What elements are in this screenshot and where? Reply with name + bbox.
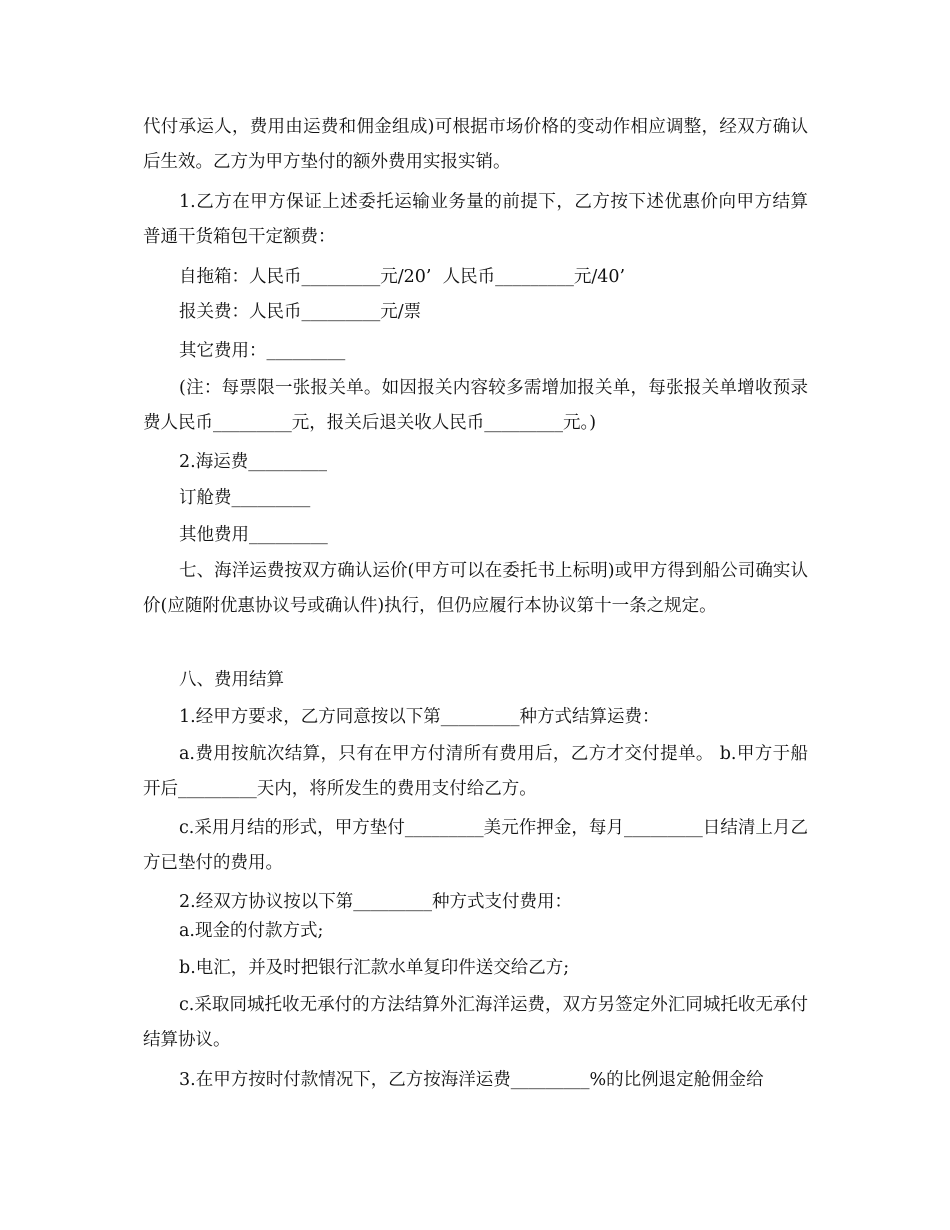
paragraph-settlement-c: c.采用月结的形式，甲方垫付_________美元作押金，每月_________日结清上月乙方已垫付的费用。 [143, 818, 808, 873]
paragraph-settlement-1: 1.经甲方要求，乙方同意按以下第_________种方式结算运费： [179, 707, 660, 727]
line-other-charges: 其他费用_________ [179, 525, 328, 545]
paragraph-note: (注：每票限一张报关单。如因报关内容较多需增加报关单，每张报关单增收预录费人民币_________元，报关后退关收人民币_________元。) [143, 378, 808, 433]
line-ocean-freight: 2.海运费_________ [179, 452, 327, 472]
heading-section-8: 八、费用结算 [179, 670, 284, 690]
line-payment-b: b.电汇，并及时把银行汇款水单复印件送交给乙方; [179, 958, 570, 978]
line-booking-fee: 订舱费_________ [179, 488, 311, 508]
paragraph-settlement-a-b: a.费用按航次结算，只有在甲方付清所有费用后，乙方才交付提单。 b.甲方于船开后_________天内，将所发生的费用支付给乙方。 [143, 744, 808, 799]
line-container-fee: 自拖箱：人民币_________元/20’ 人民币_________元/40’ [179, 267, 626, 287]
line-payment-a: a.现金的付款方式; [179, 921, 324, 941]
line-customs-fee: 报关费：人民币_________元/票 [179, 302, 422, 322]
paragraph-clause-3: 3.在甲方按时付款情况下，乙方按海洋运费_________%的比例退定舱佣金给 [179, 1070, 764, 1090]
paragraph-continuation: 代付承运人，费用由运费和佣金组成)可根据市场价格的变动作相应调整，经双方确认后生效。乙方为甲方垫付的额外费用实报实销。 [143, 117, 808, 172]
paragraph-payment-2: 2.经双方协议按以下第_________种方式支付费用： [179, 892, 572, 912]
paragraph-clause-1: 1.乙方在甲方保证上述委托运输业务量的前提下，乙方按下述优惠价向甲方结算普通干货箱包干定额费： [143, 192, 808, 247]
line-other-fees: 其它费用：_________ [179, 341, 346, 361]
paragraph-payment-c: c.采取同城托收无承付的方法结算外汇海洋运费，双方另签定外汇同城托收无承付结算协议。 [143, 995, 808, 1050]
paragraph-section-7: 七、海洋运费按双方确认运价(甲方可以在委托书上标明)或甲方得到船公司确实认价(应随附优惠协议号或确认件)执行，但仍应履行本协议第十一条之规定。 [143, 561, 808, 616]
